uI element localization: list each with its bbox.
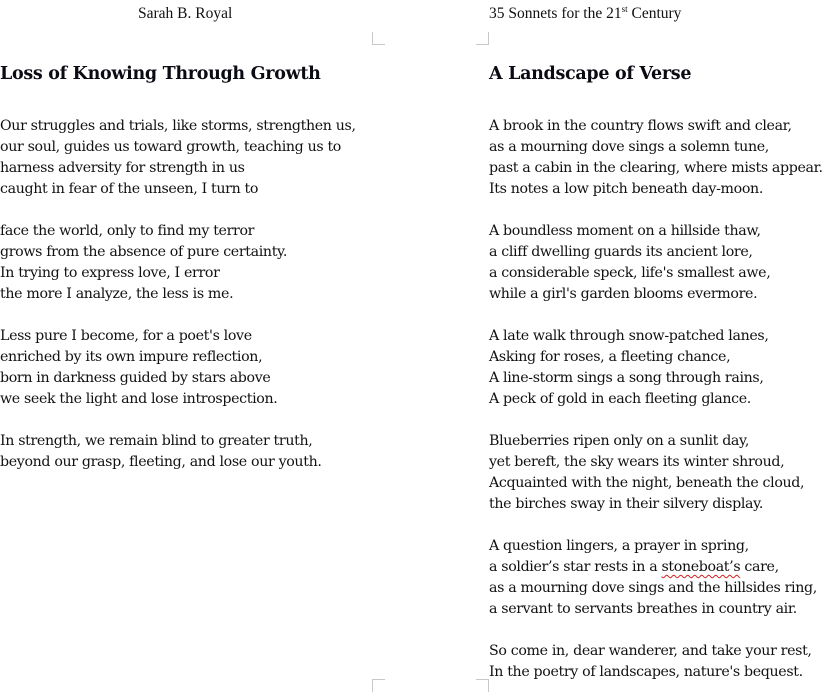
poem-line: A boundless moment on a hillside thaw, — [489, 223, 761, 239]
stanza — [0, 116, 356, 200]
page-header-author[interactable]: Sarah B. Royal — [138, 5, 233, 22]
poem-body[interactable] — [489, 116, 823, 683]
poem-title[interactable]: A Landscape of Verse — [489, 64, 692, 84]
poem-line: we seek the light and lose introspection. — [0, 391, 278, 407]
poem-line: Asking for roses, a fleeting chance, — [489, 349, 731, 365]
stanza — [489, 641, 823, 683]
poem-line: Its notes a low pitch beneath day-moon. — [489, 181, 763, 197]
poem-line: A brook in the country flows swift and clear, — [489, 118, 792, 134]
poem-line: the birches sway in their silvery display. — [489, 496, 764, 512]
poem-line — [489, 557, 823, 578]
poem-line: harness adversity for strength in us — [0, 160, 245, 176]
stanza — [489, 221, 823, 305]
poem-line: enriched by its own impure reflection, — [0, 349, 263, 365]
right-page — [488, 0, 833, 691]
poem-line: the more I analyze, the less is me. — [0, 286, 234, 302]
poem-line: So come in, dear wanderer, and take your rest, — [489, 643, 812, 659]
stanza — [489, 536, 823, 620]
poem-line: A peck of gold in each fleeting glance. — [489, 391, 751, 407]
poem-line: Acquainted with the night, beneath the cloud, — [489, 475, 805, 491]
header-ordinal-superscript: st — [621, 4, 628, 14]
stanza — [0, 431, 356, 473]
stanza — [0, 221, 356, 305]
poem-line: a cliff dwelling guards its ancient lore, — [489, 244, 753, 260]
page-header-book-title[interactable] — [489, 5, 681, 23]
poem-line: grows from the absence of pure certainty. — [0, 244, 287, 260]
poem-line: beyond our grasp, fleeting, and lose our youth. — [0, 454, 322, 470]
poem-line: Less pure I become, for a poet's love — [0, 328, 252, 344]
poem-line: born in darkness guided by stars above — [0, 370, 271, 386]
stanza — [489, 431, 823, 515]
poem-line: A late walk through snow-patched lanes, — [489, 328, 769, 344]
poem-line: caught in fear of the unseen, I turn to — [0, 181, 259, 197]
poem-line: as a mourning dove sings a solemn tune, — [489, 139, 769, 155]
margin-crop-mark-bottom-left — [372, 679, 385, 692]
line-text-before: a soldier’s star rests in a — [489, 559, 662, 575]
poem-line: a servant to servants breathes in country air. — [489, 601, 797, 617]
poem-line: Blueberries ripen only on a sunlit day, — [489, 433, 749, 449]
left-page — [0, 0, 400, 691]
stanza — [489, 326, 823, 410]
spellcheck-flagged-word[interactable]: stoneboat’s — [661, 559, 741, 575]
poem-line: Our struggles and trials, like storms, strengthen us, — [0, 118, 356, 134]
poem-line: as a mourning dove sings and the hillsides ring, — [489, 580, 817, 596]
stanza — [0, 326, 356, 410]
margin-crop-mark-top-left — [372, 32, 385, 45]
poem-line: face the world, only to find my terror — [0, 223, 255, 239]
line-text-after: care, — [740, 559, 779, 575]
poem-line: a considerable speck, life's smallest awe, — [489, 265, 771, 281]
stanza — [489, 116, 823, 200]
header-title-prefix: 35 Sonnets for the 21 — [489, 5, 622, 22]
poem-line: A line-storm sings a song through rains, — [489, 370, 764, 386]
header-title-suffix: Century — [627, 5, 682, 22]
poem-line: past a cabin in the clearing, where mists appear. — [489, 160, 823, 176]
poem-line: A question lingers, a prayer in spring, — [489, 538, 749, 554]
poem-line: our soul, guides us toward growth, teaching us to — [0, 139, 341, 155]
poem-line: In strength, we remain blind to greater truth, — [0, 433, 313, 449]
poem-title[interactable]: Loss of Knowing Through Growth — [0, 64, 321, 84]
poem-line: while a girl's garden blooms evermore. — [489, 286, 758, 302]
poem-body[interactable] — [0, 116, 356, 473]
poem-line: In the poetry of landscapes, nature's bequest. — [489, 664, 803, 680]
poem-line: yet bereft, the sky wears its winter shroud, — [489, 454, 785, 470]
poem-line: In trying to express love, I error — [0, 265, 220, 281]
